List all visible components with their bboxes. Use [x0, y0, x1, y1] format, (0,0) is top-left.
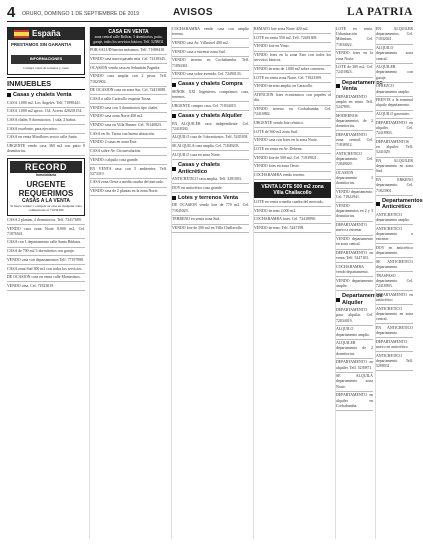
ad-divider — [336, 169, 373, 170]
classified-ad: CASA 2 plantas, 4 dormitorios. Telf. 72417689. — [7, 217, 82, 222]
ad-divider — [336, 130, 373, 131]
ad-divider — [376, 224, 413, 225]
square-bullet-icon — [7, 93, 11, 97]
classified-ad: ALQUILER departamento con garaje. — [376, 65, 413, 80]
ad-divider — [90, 195, 167, 196]
ad-divider — [90, 155, 167, 156]
classified-ad: ALQUILO garzonier. — [376, 112, 410, 117]
classified-ad: EN VENTA casa con 5 ambientes. Telf. 5273319. — [90, 166, 167, 176]
ad-divider — [336, 221, 373, 222]
classified-ad: LOTE en venta zona Norte. Cel. 71823309. — [254, 75, 322, 80]
classified-ad: DEPARTAMENTO en alquiler en Cochabamba. — [336, 393, 373, 408]
ad-divider — [172, 70, 249, 71]
ad-divider — [172, 232, 249, 233]
classified-ad: VENDO casa zona Norte 400 m2. — [90, 114, 144, 119]
ad-divider — [336, 111, 373, 112]
classified-ad: CASA excelente, para ejecutivo. — [7, 126, 58, 131]
ad-divider — [254, 136, 331, 137]
espana-ad — [7, 27, 85, 75]
classified-ad: LOTE en venta. Urbanización Milenium. Cel. 71834022. — [336, 27, 373, 47]
ad-divider — [7, 115, 85, 116]
classified-ad: VENDO departamentos en 2 y 3 dormitorios. — [336, 204, 373, 219]
classified-ad: VENDO casa con lotes en la zona Norte. — [254, 138, 318, 143]
flag-icon — [14, 30, 29, 38]
ad-divider — [172, 110, 249, 111]
ad-divider — [336, 262, 373, 263]
classified-ad: DE OCASION vendo lote de 770 m2. Cel. 71845029. — [172, 203, 249, 213]
square-bullet-icon — [172, 83, 176, 87]
record-details: Si busca vender o comprar su casa en cualquier zona comunicarse al 71634390 — [10, 204, 82, 213]
boxed-ad-text: zona central calle Bolívar, 3 dormitorios, patio, garaje, todos los servicios básicos. Telf. 5258031 — [93, 35, 164, 44]
classified-ad: DEPARTAMENTO en venta. Telf. 5247103. — [336, 251, 373, 261]
espana-ad-footer: Compra venta de terrenos y casas — [23, 66, 69, 70]
ad-divider — [7, 290, 85, 291]
ad-divider — [254, 232, 331, 233]
classified-ad: COCHABAMBA vendo terreno. — [254, 173, 306, 178]
ad-divider — [90, 121, 167, 122]
espana-ad-info: INFORMACIONES — [11, 55, 81, 64]
category-heading — [172, 113, 249, 120]
classified-ad: LOTE en venta a media cuadra del mercado. — [254, 199, 324, 204]
record-headline: URGENTE REQUERIMOS — [18, 180, 74, 199]
ad-divider — [7, 107, 85, 108]
category-label: Casas y chalets Compra — [178, 81, 243, 88]
category-heading — [336, 79, 383, 93]
ad-divider — [172, 47, 249, 48]
ad-divider — [376, 96, 413, 97]
category-label: Departamentos Anticrético — [382, 197, 423, 211]
ad-divider — [254, 215, 331, 216]
classified-ad: VENDO departamento amplio. — [336, 278, 373, 289]
ad-divider — [172, 150, 249, 151]
classified-ad: CASA sobre Av. Circunvalación. — [90, 149, 142, 154]
ad-divider — [90, 86, 167, 87]
classified-ad: CASA chalet, 8 dormitorios, 1 sala, 2 baños. — [7, 117, 77, 122]
ad-divider — [336, 188, 373, 189]
ad-divider — [172, 192, 249, 193]
classified-ad: VENDO casa con departamentos Telf. 77197890. — [7, 257, 85, 262]
category-heading — [172, 81, 249, 88]
ad-divider — [254, 65, 331, 66]
classified-ad: DEPARTAMENTOS en alquiler. Telf. 5241029. — [376, 139, 413, 155]
classified-ad: POR SALUD barrios máximos. Telf. 71698410. — [90, 48, 166, 53]
record-logo: RECORD — [10, 161, 82, 173]
ad-divider — [172, 183, 249, 184]
classified-ad: VENDO terreno en Cochabamba. Telf. 71894361. — [172, 58, 249, 68]
classified-ad: VENDO lotes en la zona Este con todos los servicios básicos. — [254, 53, 331, 63]
classified-ad: VENDO lotes en la zona Norte. — [336, 51, 373, 61]
ad-divider — [7, 247, 85, 248]
classified-ad: CASA 1.000 m2. Los Ángeles. Telf. 71890441. — [7, 100, 81, 105]
classifieds-columns — [7, 27, 423, 539]
classified-ad: ALQUILO casa de 3 dormitorios. Telf. 5245108. — [172, 135, 249, 140]
ad-divider — [90, 164, 167, 165]
classified-ad: LOTE de 360 m2 zona Sud. — [254, 129, 298, 134]
classified-ad: VENDO lote en Vinto. — [254, 44, 290, 49]
classified-ad: ANTICRETICO casa amplia. Telf. 5281003. — [172, 177, 242, 182]
ad-divider — [376, 337, 413, 338]
classified-ad: LOTE en venta en Av. Dehene. — [254, 147, 303, 152]
ad-divider — [90, 94, 167, 95]
ad-divider — [254, 179, 331, 180]
ad-divider — [376, 118, 413, 119]
classified-ad: FRENTE a la terminal alquilo departamento. — [376, 98, 413, 108]
ad-divider — [336, 339, 373, 340]
classified-ad: DEPARTAMENTO en alquiler. Cel. 72418903. — [376, 120, 413, 136]
ad-divider — [172, 215, 249, 216]
ad-divider — [336, 290, 373, 291]
category-label: Casas y chalets Anticrético — [178, 162, 220, 175]
ad-divider — [7, 142, 85, 143]
square-bullet-icon — [336, 84, 340, 88]
classified-ad: ANTICRETICO departamento amplio. — [376, 212, 410, 222]
ad-divider — [90, 187, 167, 188]
category-label: Lotes y terrenos Venta — [178, 194, 238, 201]
category-label: Casas y chalets Alquiler — [178, 113, 243, 120]
classified-ad: COCHABAMBA vendo casa con amplio terreno. — [172, 27, 249, 37]
classified-ad: EN ALQUILER casa independiente. Cel. 72418330. — [172, 121, 249, 131]
ad-divider — [90, 147, 167, 148]
classified-ad: CASA en Av. Tacna con buena ubicación. — [90, 131, 155, 136]
ad-divider — [254, 42, 331, 43]
ad-divider — [254, 206, 331, 207]
ad-divider — [254, 118, 331, 119]
classified-ad: URGENTE compro casa. Cel. 71834019. — [172, 103, 237, 108]
classified-ad: ALQUILO departamento amplio. — [336, 327, 370, 337]
classified-ad: VENDO departamento en zona central. — [336, 237, 373, 247]
ad-divider — [376, 323, 413, 324]
ad-divider — [254, 33, 331, 34]
classified-ad: DOY en anticrético departamento. — [376, 245, 413, 255]
ad-divider — [254, 153, 331, 154]
ad-divider — [254, 105, 331, 106]
classified-ad: DE OCASION casa en zona Sur. Cel. 72413088. — [90, 88, 167, 93]
classified-ad: COCHABAMBA vendo departamento. — [336, 264, 369, 275]
ad-divider — [336, 249, 373, 250]
boxed-ad-title: VENTA LOTE 500 m2 zona Villa Challacollo — [261, 183, 324, 196]
newspaper-title: LA PATRIA — [347, 6, 413, 18]
ad-divider — [376, 82, 413, 83]
ad-divider — [336, 358, 373, 359]
classified-ad: TERRENO en venta zona Sud. — [172, 217, 221, 222]
classified-ad: VENDO lote de 500 m2. Cel. 71839021. — [254, 155, 318, 160]
boxed-ad — [254, 182, 331, 198]
classified-ad: DOY en anticrético casa grande. — [172, 185, 223, 190]
classified-ad: DEPARTAMENTO en anticrético. — [376, 292, 413, 302]
classified-ad: VENDO casa Av. Villarroel 400 m2. — [172, 40, 229, 45]
classified-ad: EN ALQUILER departamento en zona Sud. — [376, 159, 413, 174]
ad-divider — [254, 127, 331, 128]
classified-ad: VENDO terreno de 1.000 m2 sobre carretera. — [254, 67, 325, 72]
column-1 — [7, 27, 85, 539]
classified-ad: SE ANTICRETICO departamento. — [376, 259, 413, 269]
category-label: Departamentos Venta — [342, 79, 383, 93]
ad-divider — [90, 63, 167, 64]
classified-ad: CASA zona Sud 300 m2 con todos los servicios. — [7, 266, 83, 271]
classified-ad: VENDO casa en Villa Banzer. Cel. 76140823. — [90, 123, 162, 128]
classified-ad: VENDO lote de 300 m2 en Villa Challacollo. — [172, 226, 243, 231]
classified-ad: LOTE en venta 550 m2. Telf. 72481308. — [254, 35, 318, 40]
ad-divider — [376, 63, 413, 64]
ad-divider — [7, 124, 85, 125]
category-heading — [172, 195, 249, 202]
ad-divider — [90, 138, 167, 139]
classified-ad: DEPARTAMENTO amplio en venta. Telf. 5247893. — [336, 94, 373, 110]
ad-divider — [254, 145, 331, 146]
classified-ad: VENDO 2 casas en zona Este. — [90, 140, 138, 145]
ad-divider — [376, 257, 413, 258]
classified-ad: VENDO casa amplia con 2 pisos. Telf. 71823902. — [90, 74, 167, 84]
boxed-ad-title: CASA EN VENTA — [108, 29, 149, 35]
classified-ad: DEPARTAMENTO nuevo en anticrético. — [376, 339, 409, 349]
ad-divider — [172, 142, 249, 143]
ad-divider — [254, 91, 331, 92]
ad-divider — [7, 238, 85, 239]
ad-divider — [336, 391, 373, 392]
classified-ad: SEÑOR XXI Ingenieros compramos casa, terrenos. — [172, 89, 249, 100]
record-text: CASAS A LA VENTA — [22, 198, 70, 205]
ad-divider — [376, 195, 413, 196]
classified-ad: MODERNOS departamentos de 2 dormitorios. — [336, 113, 373, 129]
classified-ad: ALQUILER departamento de 2 dormitorios. — [336, 341, 373, 356]
ad-divider — [90, 178, 167, 179]
ad-divider — [7, 224, 85, 225]
classified-ad: ALQUILO casa en zona Norte. — [172, 152, 221, 157]
classified-ad: DEPARTAMENTO zona central. Cel. 71838912. — [336, 132, 373, 148]
ad-divider — [7, 133, 85, 134]
classified-ad: CASA en venta Miraflores sector calle Junín. — [7, 135, 78, 140]
classified-ad: VENDO departamento. Cel. 71822941. — [336, 190, 373, 200]
section-inmuebles: INMUEBLES — [7, 77, 85, 90]
classified-ad: VENDO terreno 2.000 m2. — [254, 208, 297, 213]
page-number: 4 — [7, 4, 16, 21]
ad-divider — [336, 49, 373, 50]
ad-divider — [172, 159, 249, 160]
ad-divider — [172, 224, 249, 225]
column-6 — [375, 27, 423, 539]
classified-ad: OCASION vendo casa en Sebastián Pagador. — [90, 65, 161, 70]
ad-divider — [376, 271, 413, 272]
ad-divider — [172, 78, 249, 79]
classified-ad: ANTICRETICO departamento en zona central. — [376, 306, 413, 322]
column-3 — [171, 27, 249, 539]
ad-divider — [336, 235, 373, 236]
classified-ad: ANTICRETICO departamento. Telf. 5298031. — [376, 353, 413, 368]
ad-divider — [90, 72, 167, 73]
classified-ad: COCHABAMBA lotes. Cel. 72418890. — [254, 217, 316, 222]
ad-divider — [376, 370, 413, 371]
boxed-ad — [90, 27, 167, 46]
classified-ad: CASA a calle Caracollo esquina Tacna. — [90, 96, 152, 101]
ad-divider — [90, 112, 167, 113]
classified-ad: ALQUILO departamento zona central. — [376, 46, 413, 61]
classified-ad: EN ANTICRETICO departamento. — [376, 325, 413, 335]
classified-ad: DEPARTAMENTO para alquilar. Cel. 72834019. — [336, 308, 373, 323]
issue-date: ORURO, DOMINGO 1 DE SEPTIEMBRE DE 2019 — [22, 11, 140, 17]
classified-ad: CASA zona Oeste a media cuadra del mercado. — [90, 180, 164, 185]
ad-divider — [90, 103, 167, 104]
classified-ad: OCASION departamento 3 dormitorios. — [336, 171, 373, 186]
category-label: Casas y chalets Venta — [13, 92, 72, 98]
classified-ad: EN ERKENO departamento. Cel. 71823901. — [376, 178, 413, 193]
ad-divider — [7, 155, 85, 156]
ad-divider — [172, 101, 249, 102]
ad-divider — [376, 157, 413, 158]
ad-divider — [336, 325, 373, 326]
ad-divider — [336, 77, 373, 78]
ad-divider — [254, 162, 331, 163]
espana-ad-subtitle: PRESTAMOS SIN GARANTIA — [11, 42, 72, 47]
ad-divider — [336, 276, 373, 277]
classified-ad: URGENTE vendo casa 360 m2 con patio 8 dormitorios. — [7, 144, 85, 154]
record-ad — [7, 158, 85, 215]
classified-ad: DEPARTAMENTO nuevo a estrenar. — [336, 223, 367, 233]
ad-divider — [7, 264, 85, 265]
ad-divider — [376, 290, 413, 291]
ad-divider — [90, 54, 167, 55]
classified-ad: VENDO terreno. Telf. 5247198. — [254, 225, 305, 230]
classified-ad: ANTICRETICO departamento. Cel. 72849029. — [336, 151, 373, 167]
ad-divider — [336, 149, 373, 150]
category-heading — [172, 162, 249, 175]
classified-ad: VENDO terreno amplio en Caracollo. — [254, 84, 314, 89]
classified-ad: VENDO casa con 3 dormitorios tipo chalet. — [90, 105, 159, 110]
ad-divider — [254, 51, 331, 52]
classified-ad: SE ALQUILA casa amplia. Cel. 71849203. — [172, 144, 240, 149]
page-header — [7, 6, 413, 22]
classified-ad: ATENCION lotes económicos con papeles al día. — [254, 93, 331, 103]
ad-divider — [7, 281, 85, 282]
classified-ad: VENDO casa nueva pasado mía. Cel. 72318345. — [90, 56, 166, 61]
ad-divider — [336, 372, 373, 373]
ad-divider — [376, 351, 413, 352]
ad-divider — [254, 171, 331, 172]
classified-ad: CASA de 700 m2 5 dormitorios con garaje. — [7, 249, 75, 254]
classified-ad: TRASPASO departamento. Cel. 72418093. — [376, 273, 413, 289]
category-heading — [376, 197, 423, 211]
classified-ad: URGENTE vendo lote céntrico. — [254, 120, 304, 125]
ad-divider — [7, 273, 85, 274]
ad-divider — [376, 110, 413, 111]
espana-logo: España — [32, 29, 61, 38]
classified-ad: VENDO terreno en Cochabamba. Cel. 72410882. — [254, 107, 331, 117]
classified-ad: CASA 1.000 m2 aprox. 134. Aceras 420201154. — [7, 109, 83, 114]
record-subtitle: Inmobiliaria — [35, 173, 57, 178]
classified-ad: EN ALQUILER departamentos. Cel. 71832041. — [376, 27, 413, 42]
square-bullet-icon — [172, 196, 176, 200]
ad-divider — [336, 63, 373, 64]
ad-divider — [376, 44, 413, 45]
square-bullet-icon — [336, 298, 340, 302]
classified-ad: VENDO casa de 2 plantas en la zona Norte. — [90, 189, 159, 194]
column-4 — [253, 27, 331, 539]
classified-ad: REMATO lote zona Norte 420 m2. — [254, 27, 309, 31]
ad-divider — [254, 73, 331, 74]
column-5 — [335, 27, 383, 539]
ad-divider — [172, 56, 249, 57]
classified-ad: VENDO casa sobre avenida. Cel. 72490133. — [172, 72, 242, 77]
ad-divider — [172, 133, 249, 134]
column-2 — [89, 27, 167, 539]
classified-ad: CASA con 1 departamento calle Santa Bárbara. — [7, 240, 82, 245]
classified-ad: VENDO casa. Cel. 71823019. — [7, 283, 55, 288]
square-bullet-icon — [376, 202, 380, 206]
ad-divider — [376, 304, 413, 305]
category-heading — [336, 293, 383, 306]
ad-divider — [336, 410, 373, 411]
square-bullet-icon — [172, 167, 176, 171]
classified-ad: LOTE de 300 m2. Cel. 72410823. — [336, 65, 373, 75]
classified-ad: ANTICRETICO departamento a estrenar. — [376, 226, 413, 242]
ad-divider — [172, 38, 249, 39]
classified-ad: VENDO casa zona Norte 8.000 m2. Cel. 71876541. — [7, 226, 85, 236]
ad-divider — [336, 202, 373, 203]
ad-divider — [376, 176, 413, 177]
category-label: Departamentos Alquiler — [342, 293, 383, 306]
classified-ad: VENDO o alquilo casa grande. — [90, 157, 139, 162]
classified-ad: VENDO casa a estrenar zona Sud. — [172, 49, 226, 54]
classified-ad: SE ALQUILA departamento zona Norte. — [336, 374, 373, 389]
ad-divider — [254, 82, 331, 83]
section-title: AVISOS — [173, 7, 214, 18]
square-bullet-icon — [172, 114, 176, 118]
ad-divider — [376, 137, 413, 138]
ad-divider — [7, 255, 85, 256]
category-heading — [7, 92, 85, 99]
ad-divider — [90, 129, 167, 130]
ad-divider — [254, 223, 331, 224]
ad-divider — [376, 243, 413, 244]
classified-ad: OFREZCO departamento amplio. — [376, 84, 410, 94]
classified-ad: DE OCASION casa en venta calle Montecinos. — [7, 275, 81, 280]
classified-ad: VENDO lotes en zona Oeste. — [254, 164, 300, 169]
classified-ad: DEPARTAMENTO en alquiler. Telf. 5239871. — [336, 360, 373, 370]
